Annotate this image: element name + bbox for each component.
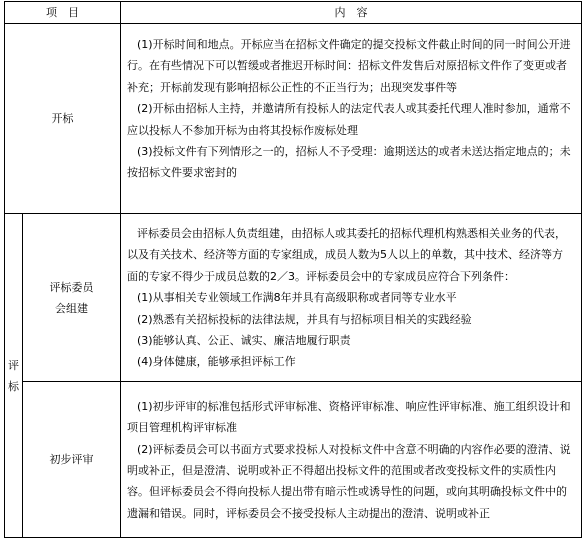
committee-condition-1: (1)从事相关专业领域工作满8年并具有高级职称或者同等专业水平 bbox=[137, 291, 457, 305]
row-preliminary bbox=[5, 382, 582, 538]
label-committee bbox=[23, 214, 121, 382]
content-committee bbox=[121, 214, 582, 382]
content-kaibiao bbox=[121, 24, 582, 214]
kaibiao-spacer bbox=[127, 184, 573, 204]
committee-intro: 评标委员会由招标人负责组建，由招标人或其委托的招标代理机构熟悉相关业务的代表，以及有关技术、经济等方面的专家组成，成员人数为5人以上的单数，其中技术、经济等方面的专家不得少于成员总数的2／3。评标委员会中的专家成员应符合下列条件： bbox=[127, 226, 566, 283]
preliminary-item-2: (2)评标委员会可以书面方式要求投标人对投标文件中含意不明确的内容作必要的澄清、说明或补正，但是澄清、说明或补正不得超出投标文件的范围或者改变投标文件的实质性内容。但评标委员会不得向投标人提出带有暗示性或诱导性的问题，或向其明确投标文件中的遗漏和错误。同时，评标委员会不接受投标人主动提出的澄清、说明或补正 bbox=[127, 442, 571, 520]
label-committee-line2: 会组建 bbox=[55, 301, 88, 315]
committee-condition-4: (4)身体健康，能够承担评标工作 bbox=[137, 355, 296, 369]
content-preliminary bbox=[121, 382, 582, 538]
row-committee bbox=[5, 214, 582, 382]
kaibiao-item-3: (3)投标文件有下列情形之一的，招标人不予受理：逾期送达的或者未送达指定地点的；未按招标文件要求密封的 bbox=[127, 145, 571, 180]
kaibiao-item-2: (2)开标由招标人主持，并邀请所有投标人的法定代表人或其委托代理人准时参加，通常不应以投标人不参加开标为由将其投标作废标处理 bbox=[127, 102, 571, 137]
bid-procedure-table bbox=[4, 1, 582, 538]
label-pingbiao-top: 评 bbox=[8, 358, 19, 372]
committee-condition-3: (3)能够认真、公正、诚实、廉洁地履行职责 bbox=[137, 334, 351, 348]
preliminary-item-1: (1)初步评审的标准包括形式评审标准、资格评审标准、响应性评审标准、施工组织设计和项目管理机构评审标准 bbox=[127, 399, 571, 435]
label-pingbiao bbox=[5, 214, 23, 538]
header-content: 内 容 bbox=[121, 2, 582, 24]
label-kaibiao: 开标 bbox=[5, 24, 121, 214]
label-preliminary: 初步评审 bbox=[23, 382, 121, 538]
label-committee-line1: 评标委员 bbox=[49, 280, 94, 294]
row-kaibiao bbox=[5, 24, 582, 214]
committee-condition-2: (2)熟悉有关招标投标的法律法规，并具有与招标项目相关的实践经验 bbox=[137, 312, 472, 326]
kaibiao-item-1: (1)开标时间和地点。开标应当在招标文件确定的提交投标文件截止时间的同一时间公开进行。在有些情况下可以暂缓或者推迟开标时间：招标文件发售后对原招标文件作了变更或者补充；开标前发现有影响招标公正性的不正当行为；出现突发事件等 bbox=[127, 37, 571, 94]
header-row bbox=[5, 2, 582, 24]
header-item: 项 目 bbox=[5, 2, 121, 24]
label-pingbiao-bottom: 标 bbox=[8, 379, 19, 393]
